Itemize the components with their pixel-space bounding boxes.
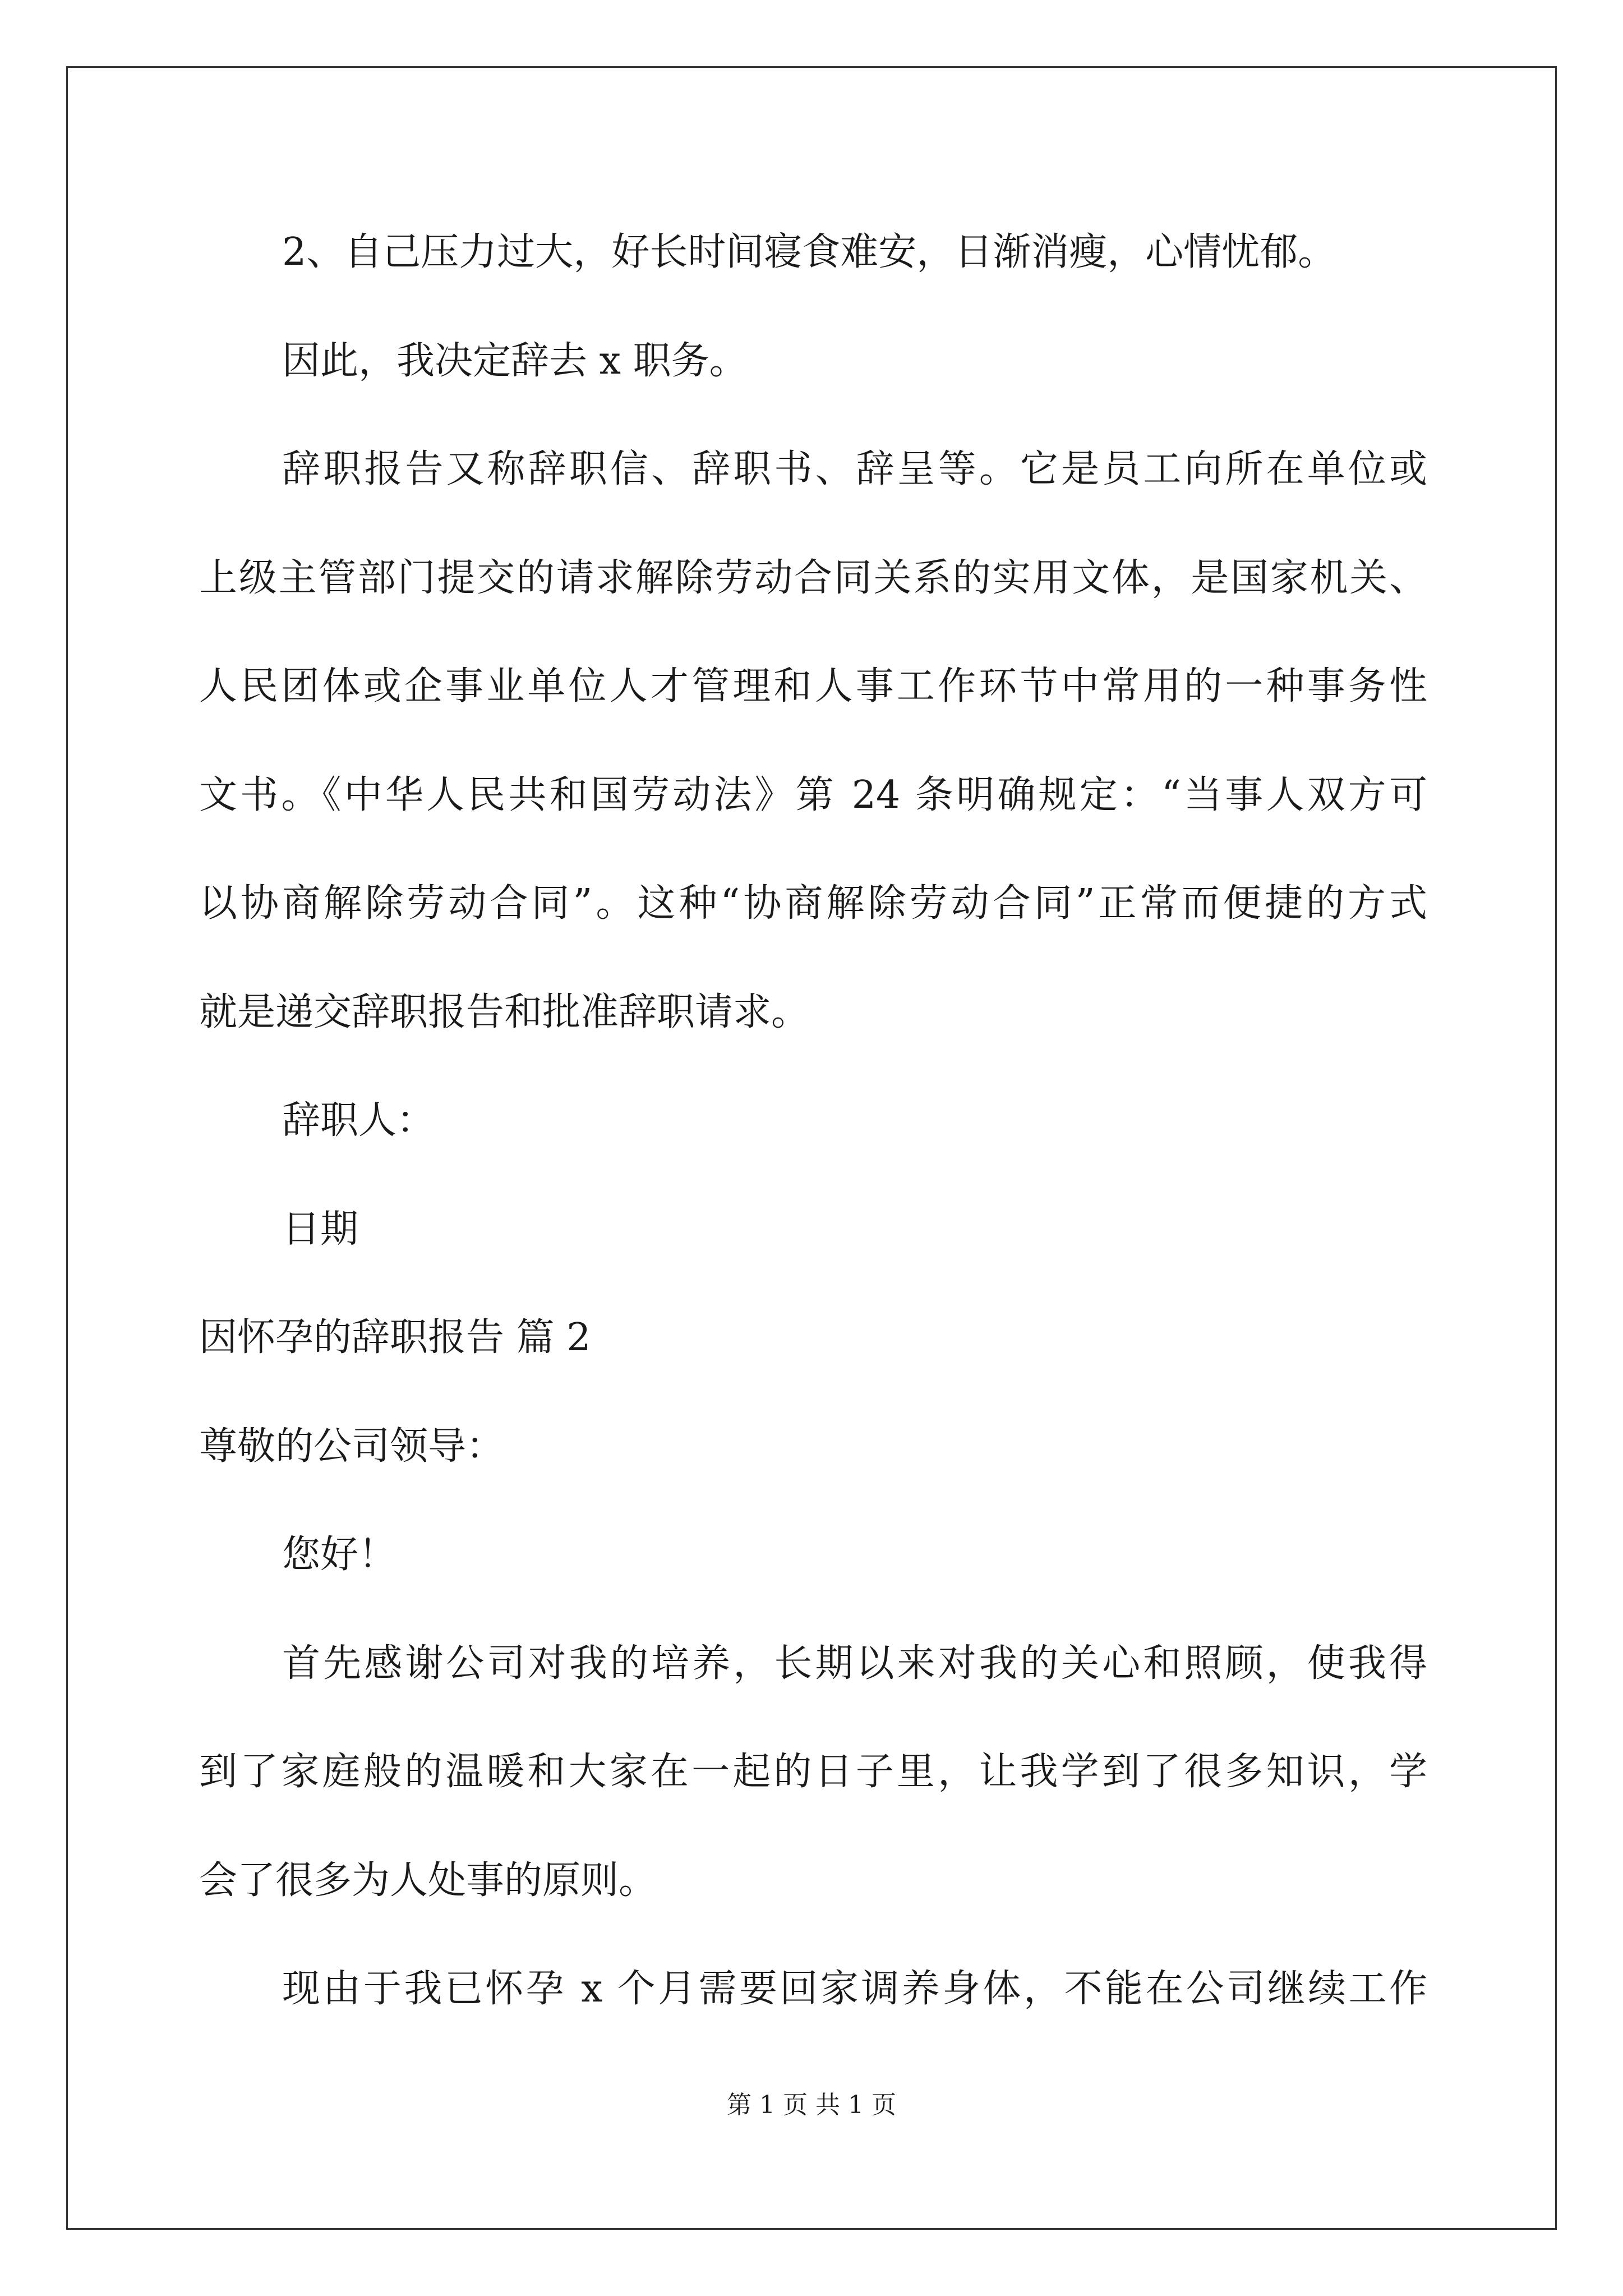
paragraph-line: 首先感谢公司对我的培养，长期以来对我的关心和照顾，使我得 (282, 1641, 1427, 1686)
date-label: 日期 (282, 1207, 359, 1251)
signature-label: 辞职人： (282, 1098, 435, 1143)
paragraph-line: 就是递交辞职报告和批准辞职请求。 (199, 990, 810, 1034)
section-heading: 因怀孕的辞职报告 篇 2 (199, 1315, 591, 1360)
paragraph-line: 文书。《中华人民共和国劳动法》第 24 条明确规定：“当事人双方可 (199, 773, 1427, 817)
paragraph-line: 因此，我决定辞去 x 职务。 (282, 339, 748, 383)
page-number-footer: 第 1 页 共 1 页 (727, 2091, 896, 2119)
salutation: 尊敬的公司领导： (199, 1424, 505, 1469)
paragraph-line: 到了家庭般的温暖和大家在一起的日子里，让我学到了很多知识，学 (199, 1750, 1427, 1794)
page-border (66, 66, 1557, 2230)
paragraph-line: 上级主管部门提交的请求解除劳动合同关系的实用文体，是国家机关、 (199, 556, 1427, 600)
paragraph-line: 辞职报告又称辞职信、辞职书、辞呈等。它是员工向所在单位或 (282, 447, 1427, 491)
paragraph-line: 人民团体或企事业单位人才管理和人事工作环节中常用的一种事务性 (199, 664, 1427, 708)
paragraph-line: 以协商解除劳动合同”。这种“协商解除劳动合同”正常而便捷的方式 (199, 881, 1427, 926)
paragraph-line: 会了很多为人处事的原则。 (199, 1858, 657, 1903)
paragraph-line: 2、自己压力过大，好长时间寝食难安，日渐消瘦，心情忧郁。 (282, 230, 1336, 274)
paragraph-line: 现由于我已怀孕 x 个月需要回家调养身体，不能在公司继续工作 (282, 1967, 1427, 2011)
greeting: 您好！ (282, 1533, 397, 1577)
